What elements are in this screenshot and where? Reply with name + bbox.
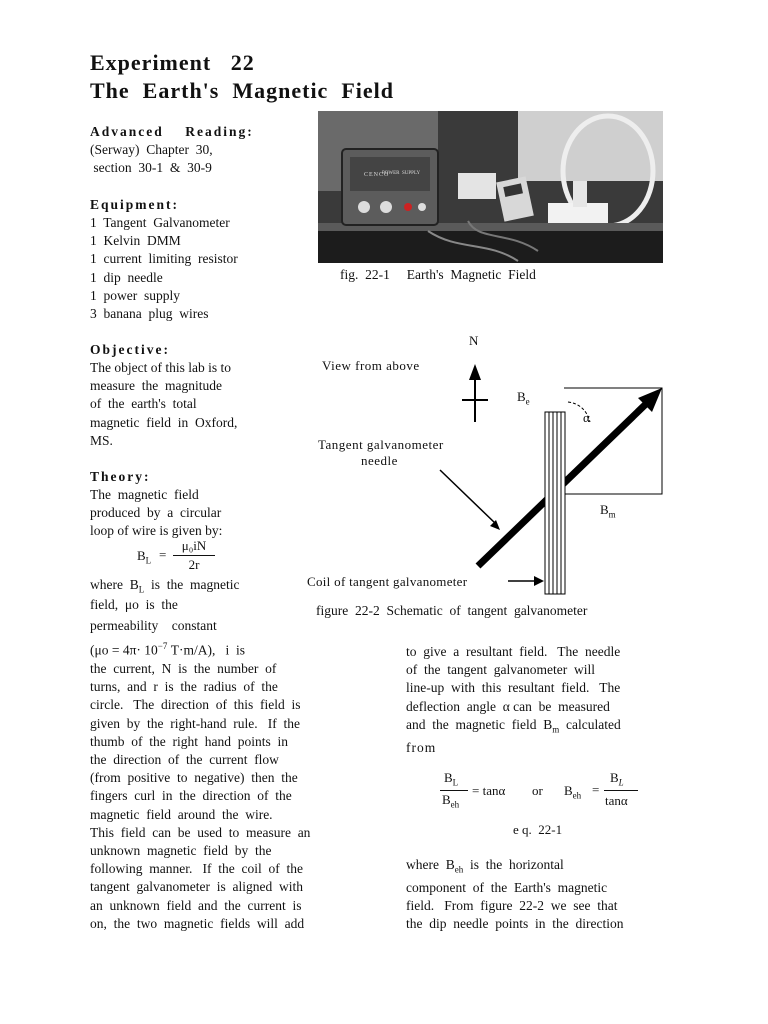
eq-or: or bbox=[532, 783, 543, 798]
theory-body-line: circle. The direction of this field is bbox=[90, 697, 301, 713]
right-line: the dip needle points in the direction bbox=[406, 916, 624, 932]
objective-heading: Objective: bbox=[90, 342, 170, 357]
objective-line: The object of this lab is to bbox=[90, 360, 231, 375]
eq2-lhs-sub: eh bbox=[572, 790, 582, 801]
coil-label: Coil of tangent galvanometer bbox=[307, 574, 468, 589]
objective-line: MS. bbox=[90, 432, 113, 448]
theory-body-line: fingers curl in the direction of the bbox=[90, 788, 292, 804]
theory-body-line: turns, and r is the radius of the bbox=[90, 679, 278, 695]
eq1-num: B bbox=[444, 770, 453, 785]
eq2-den: tanα bbox=[605, 793, 628, 808]
equipment-item: 1 power supply bbox=[90, 287, 180, 303]
mu-line bbox=[90, 637, 245, 660]
photo-caption: fig. 22-1 Earth's Magnetic Field bbox=[340, 267, 536, 282]
eq1-mid: = tanα bbox=[472, 783, 506, 798]
theory-body-line: an unknown field and the current is bbox=[90, 897, 302, 913]
equipment-item: 1 Kelvin DMM bbox=[90, 233, 181, 249]
equipment-item: 1 Tangent Galvanometer bbox=[90, 215, 230, 230]
photo-illustration bbox=[318, 111, 663, 263]
objective-line: magnetic field in Oxford, bbox=[90, 414, 238, 430]
coil-pointer-head bbox=[534, 576, 544, 586]
eq-lhs-sub: L bbox=[145, 555, 152, 566]
right-line: of the tangent galvanometer will bbox=[406, 662, 595, 678]
bm-text: B bbox=[600, 502, 609, 517]
view-label: View from above bbox=[322, 358, 420, 373]
theory-line: loop of wire is given by: bbox=[90, 523, 223, 539]
theory-body-line: This field can be used to measure an bbox=[90, 824, 311, 840]
objective-text bbox=[90, 359, 237, 450]
field-equation bbox=[137, 538, 257, 576]
equipment-item: 1 current limiting resistor bbox=[90, 251, 238, 267]
from-line: from bbox=[406, 739, 437, 755]
photo-brand: CENCO bbox=[364, 172, 390, 178]
calc-sub: m bbox=[552, 724, 560, 735]
title-line-1: Experiment 22 bbox=[90, 50, 255, 75]
theory-line: The magnetic field bbox=[90, 487, 199, 502]
right-line: to give a resultant field. The needle bbox=[406, 644, 621, 659]
right-line: field. From figure 22-2 we see that bbox=[406, 898, 618, 914]
eq2-num: B bbox=[610, 770, 619, 785]
reading-heading: Advanced Reading: bbox=[90, 124, 254, 139]
calc-line bbox=[406, 716, 621, 739]
tan-equation bbox=[440, 768, 660, 820]
theory-body-line: the direction of the current flow bbox=[90, 752, 279, 768]
eq1-bar bbox=[440, 790, 468, 791]
right-text-2 bbox=[406, 856, 623, 934]
where-eh-post: is the horizontal bbox=[463, 857, 564, 872]
theory-body-line: on, the two magnetic fields will add bbox=[90, 915, 305, 931]
be-sub: e bbox=[525, 396, 530, 407]
bm-label bbox=[600, 502, 616, 520]
eq-denominator: 2r bbox=[188, 557, 200, 572]
right-line: line-up with this resultant field. The bbox=[406, 680, 621, 696]
calc-post: calculated bbox=[559, 716, 621, 732]
needle-pointer bbox=[440, 470, 496, 524]
reading-line: section 30-1 & 30-9 bbox=[90, 160, 212, 176]
equipment-item: 3 banana plug wires bbox=[90, 306, 209, 322]
deflection-line: deflection angle α can be measured bbox=[406, 698, 610, 714]
equipment-photo bbox=[318, 111, 663, 263]
right-line: component of the Earth's magnetic bbox=[406, 879, 608, 895]
bm-sub: m bbox=[608, 509, 616, 520]
eq-numerator: μ₀iN bbox=[181, 538, 207, 553]
title-line-2: The Earth's Magnetic Field bbox=[90, 78, 394, 103]
equipment-heading: Equipment: bbox=[90, 197, 180, 212]
equipment-item: 1 dip needle bbox=[90, 269, 163, 285]
eq-label: e q. 22-1 bbox=[513, 822, 563, 837]
theory-heading: Theory: bbox=[90, 469, 151, 484]
eq1-num-sub: L bbox=[452, 777, 459, 788]
eq-equals: = bbox=[159, 547, 167, 562]
theory-body-line: (from positive to negative) then the bbox=[90, 770, 298, 786]
theory-body bbox=[90, 660, 310, 933]
eq1-den-sub: eh bbox=[450, 799, 460, 810]
where-sub: L bbox=[138, 584, 145, 595]
objective-line: of the earth's total bbox=[90, 396, 197, 412]
coil-rect bbox=[545, 412, 565, 594]
where-post: is the magnetic bbox=[144, 577, 240, 592]
needle-pointer-head bbox=[490, 520, 500, 530]
eq2-equals: = bbox=[592, 782, 600, 797]
north-arrow-head bbox=[469, 364, 481, 380]
north-label: N bbox=[469, 333, 479, 348]
needle-label-2: needle bbox=[361, 453, 398, 468]
theory-body-line: following manner. If the coil of the bbox=[90, 861, 303, 877]
diagram-caption: figure 22-2 Schematic of tangent galvanometer bbox=[316, 603, 588, 618]
reading-line: (Serway) Chapter 30, bbox=[90, 142, 213, 157]
theory-body-line: unknown magnetic field by the bbox=[90, 843, 272, 859]
needle-label-1: Tangent galvanometer bbox=[318, 437, 444, 452]
eq-lhs: B bbox=[137, 548, 146, 563]
calc-pre: and the magnetic field B bbox=[406, 716, 553, 732]
photo-panel-label: POWER SUPPLY bbox=[382, 171, 421, 176]
where-pre: where B bbox=[90, 577, 139, 592]
mu-pre: (μo = 4π· 10 bbox=[90, 642, 158, 658]
eq2-lhs: B bbox=[564, 783, 573, 798]
permeability-line: permeability constant bbox=[90, 618, 217, 633]
equipment-list bbox=[90, 214, 238, 323]
be-text: B bbox=[517, 389, 526, 404]
theory-body-line: tangent galvanometer is aligned with bbox=[90, 879, 303, 895]
where-eh-sub: eh bbox=[454, 864, 464, 875]
theory-body-line: magnetic field around the wire. bbox=[90, 806, 273, 822]
be-label bbox=[517, 389, 530, 407]
right-text-1 bbox=[406, 643, 621, 757]
where-eh-line bbox=[406, 856, 623, 879]
eq2-num-sub: L bbox=[618, 777, 624, 788]
theory-body-line: thumb of the right hand points in bbox=[90, 733, 288, 749]
objective-line: measure the magnitude bbox=[90, 378, 222, 394]
eq2-bar bbox=[604, 790, 638, 791]
alpha-label: α bbox=[583, 410, 590, 425]
where-eh-pre: where B bbox=[406, 857, 455, 872]
field-line: field, μo is the bbox=[90, 597, 178, 612]
theory-line: produced by a circular bbox=[90, 505, 222, 521]
eq-fraction-bar bbox=[173, 555, 215, 556]
theory-body-line: the current, N is the number of bbox=[90, 661, 277, 676]
theory-body-line: given by the right-hand rule. If the bbox=[90, 715, 300, 731]
mu-post: T·m/A), i is bbox=[167, 642, 245, 658]
reading-block bbox=[90, 141, 213, 177]
eq1-den: B bbox=[442, 792, 451, 807]
theory-intro bbox=[90, 486, 222, 541]
mu-sup: −7 bbox=[157, 641, 168, 651]
